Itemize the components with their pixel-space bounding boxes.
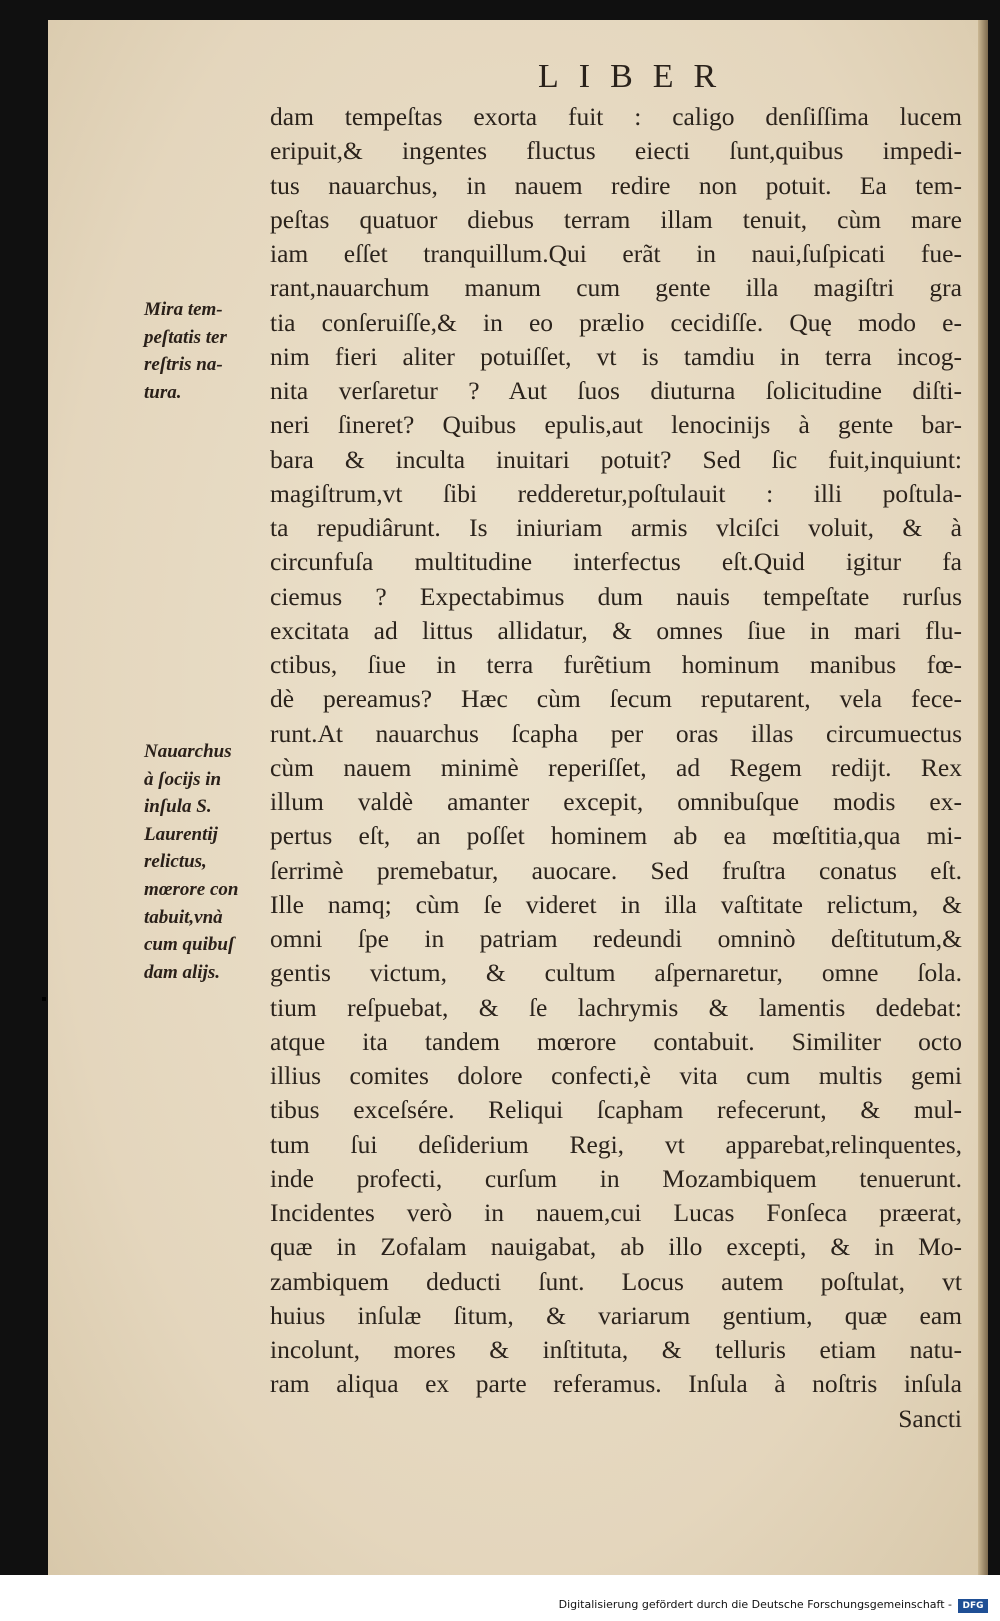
margin-note-line: Nauarchus — [144, 741, 232, 762]
text-line: dam tempeſtas exorta fuit : caligo denſiſſima lucem — [270, 102, 962, 131]
text-line: circunfuſa multitudine interfectus eſt.Quid igitur fa — [270, 547, 962, 577]
margin-note-line: inſula S. — [144, 796, 212, 818]
text-line: illum valdè amanter excepit, omnibuſque modis ex- — [270, 787, 962, 816]
margin-note-storm — [144, 296, 262, 406]
text-line: cùm nauem minimè reperiſſet, ad Regem redijt. Rex — [270, 752, 962, 782]
text-line: Incidentes verò in nauem,cui Lucas Fonſeca præerat, — [270, 1198, 962, 1227]
text-line: ſerrimè premebatur, auocare. Sed fruſtra conatus eſt. — [270, 855, 962, 885]
text-line: nita verſaretur ? Aut ſuos diuturna ſolicitudine diſti- — [270, 376, 962, 405]
catchword: Sancti — [898, 1403, 962, 1433]
text-line: ctibus, ſiue in terra furẽtium hominum manibus fœ- — [270, 650, 962, 679]
margin-note-line: reſtris na- — [144, 354, 223, 376]
text-line: atque ita tandem mœrore contabuit. Similiter octo — [270, 1026, 962, 1056]
scan-marker — [42, 997, 46, 1001]
text-line: neri ſineret? Quibus epulis,aut lenocinijs à gente bar- — [270, 410, 962, 440]
margin-note-line: cum quibuſ — [144, 934, 235, 956]
text-line: dè pereamus? Hæc cùm ſecum reputarent, vela fece- — [270, 684, 962, 714]
margin-note-line: à ſocijs in — [144, 768, 222, 790]
text-line: excitata ad littus allidatur, & omnes ſiue in mari flu- — [270, 615, 962, 645]
text-line: tum ſui deſiderium Regi, vt apparebat,relinquentes, — [270, 1129, 962, 1159]
footer-bar — [0, 1575, 1000, 1621]
margin-note-line: dam alijs. — [144, 961, 221, 983]
text-line: eripuit,& ingentes fluctus eiecti ſunt,quibus impedi- — [270, 136, 962, 166]
text-line: ciemus ? Expectabimus dum nauis tempeſtate rurſus — [270, 581, 962, 611]
text-line: omni ſpe in patriam redeundi omninò deſtitutum,& — [270, 924, 962, 953]
text-line: tibus exceſsére. Reliqui ſcapham refecerunt, & mul- — [270, 1095, 962, 1125]
text-line: magiſtrum,vt ſibi redderetur,poſtulauit : illi poſtula- — [270, 478, 962, 508]
text-line: iam eſſet tranquillum.Qui erãt in naui,ſuſpicati fue- — [270, 239, 962, 268]
margin-note-line: tura. — [144, 381, 182, 403]
footer-credit: Digitalisierung gefördert durch die Deutsche Forschungsgemeinschaft - — [558, 1598, 952, 1611]
margin-note-line: relictus, — [144, 851, 207, 873]
text-line: ta repudiârunt. Is iniuriam armis vlciſci voluit, & à — [270, 513, 962, 542]
text-line: pertus eſt, an poſſet hominem ab ea mœſtitia,qua mi- — [270, 821, 962, 851]
text-line: illius comites dolore confecti,è vita cum multis gemi — [270, 1061, 962, 1090]
margin-note-nauarchus — [144, 738, 262, 986]
text-line: zambiquem deducti ſunt. Locus autem poſtulat, vt — [270, 1266, 962, 1296]
text-line: bara & inculta inuitari potuit? Sed ſic fuit,inquiunt: — [270, 444, 962, 474]
text-line: rant,nauarchum manum cum gente illa magiſtri gra — [270, 273, 962, 303]
margin-note-line: peſtatis ter — [144, 326, 227, 348]
text-line: ram aliqua ex parte referamus. Inſula à noſtris inſula — [270, 1369, 962, 1399]
book-page — [48, 20, 988, 1575]
body-text — [270, 100, 962, 1436]
dfg-logo: DFG — [958, 1599, 988, 1613]
text-line: inde profecti, curſum in Mozambiquem tenuerunt. — [270, 1163, 962, 1193]
text-line: tia conſeruiſſe,& in eo prælio cecidiſſe. Quę modo e- — [270, 307, 962, 337]
text-line: peſtas quatuor diebus terram illam tenuit, cùm mare — [270, 204, 962, 234]
text-line: gentis victum, & cultum aſpernaretur, omne ſola. — [270, 958, 962, 988]
text-line: nim fieri aliter potuiſſet, vt is tamdiu in terra incog- — [270, 341, 962, 371]
text-line: incolunt, mores & inſtituta, & telluris etiam natu- — [270, 1335, 962, 1364]
margin-note-line: Laurentij — [144, 823, 218, 845]
text-line: Ille namq; cùm ſe videret in illa vaſtitate relictum, & — [270, 889, 962, 919]
text-line: huius inſulæ ſitum, & variarum gentium, quæ eam — [270, 1300, 962, 1330]
page-edge — [978, 20, 988, 1575]
running-header: LIBER — [538, 58, 737, 95]
margin-note-line: mœrore con — [144, 878, 239, 900]
text-line: tus nauarchus, in nauem redire non potuit. Ea tem- — [270, 170, 962, 200]
text-line: runt.At nauarchus ſcapha per oras illas circumuectus — [270, 718, 962, 748]
text-line: tium reſpuebat, & ſe lachrymis & lamentis dedebat: — [270, 992, 962, 1022]
margin-note-line: tabuit,vnà — [144, 906, 223, 928]
text-line: quæ in Zofalam nauigabat, ab illo excepti, & in Mo- — [270, 1232, 962, 1262]
margin-note-line: Mira tem- — [144, 299, 223, 320]
